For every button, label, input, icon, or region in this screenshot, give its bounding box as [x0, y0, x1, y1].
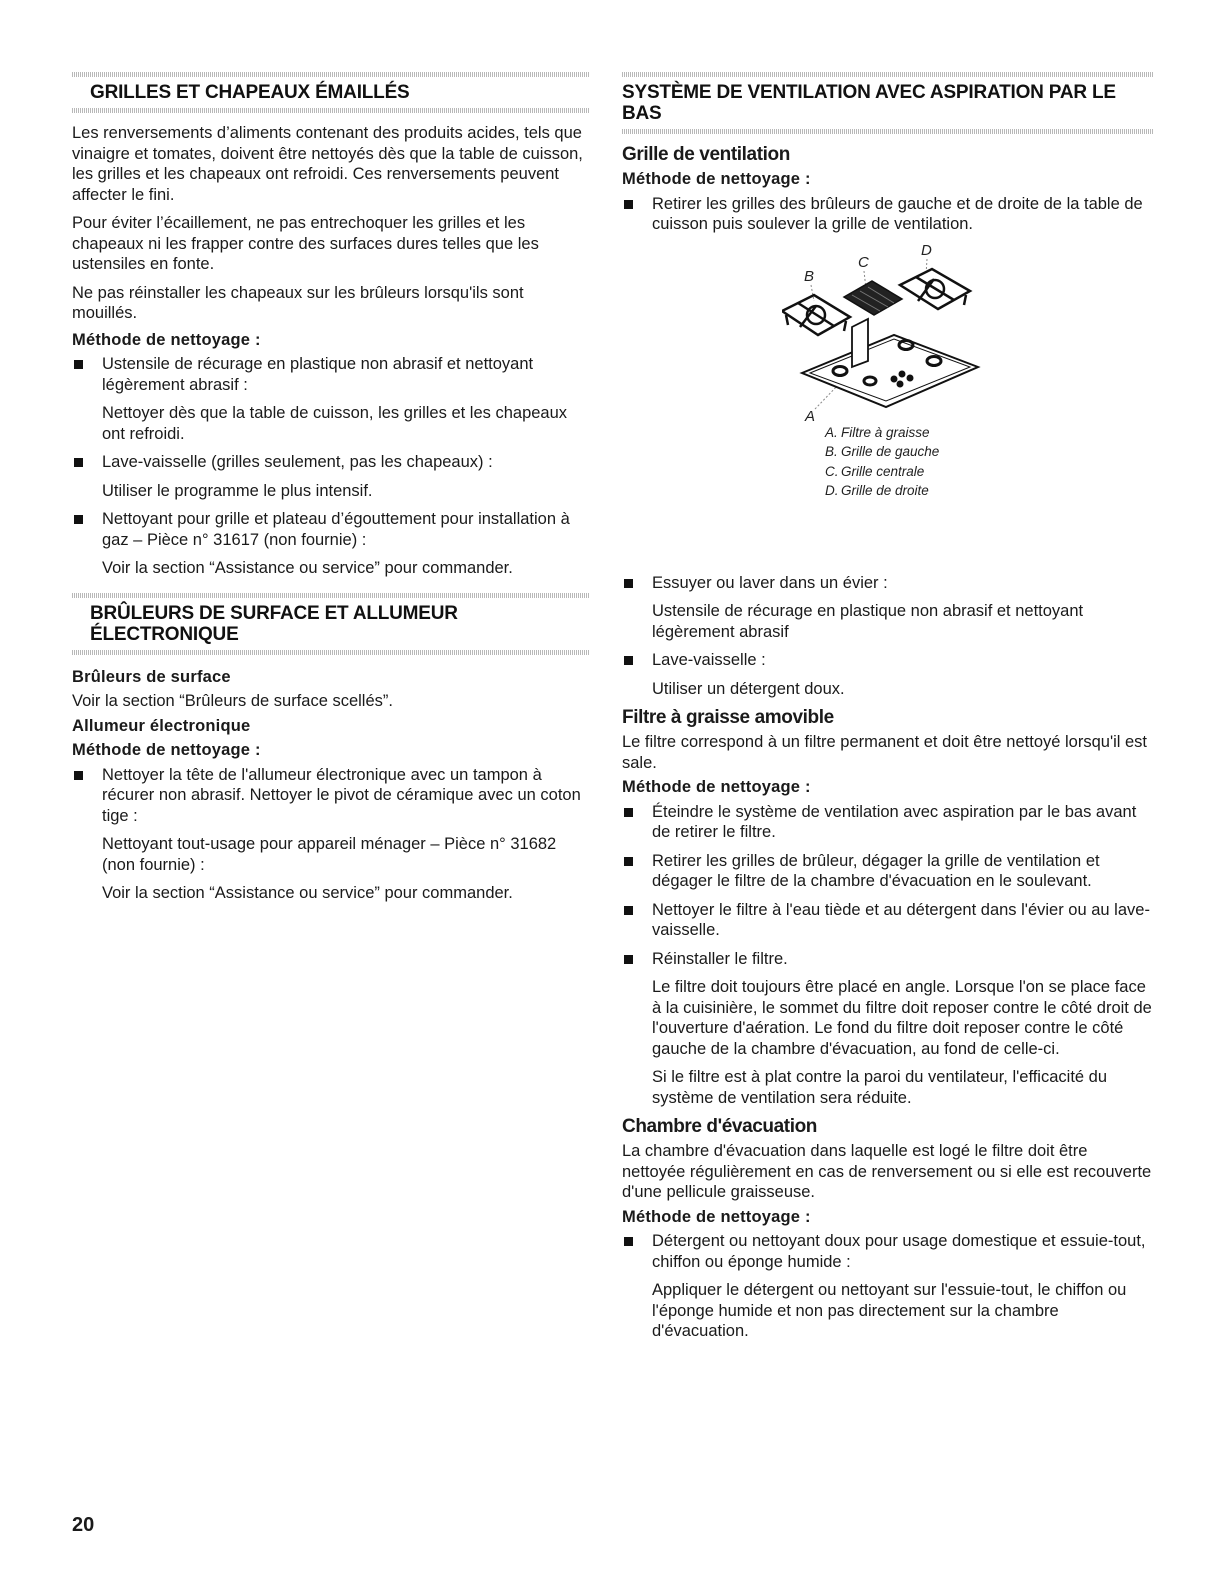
section-title: [72, 598, 590, 650]
paragraph: Le filtre correspond à un filtre permanent et doit être nettoyé lorsqu'il est sale.: [622, 733, 1148, 772]
bullet-icon: [74, 771, 83, 780]
section-title: GRILLES ET CHAPEAUX ÉMAILLÉS: [90, 82, 410, 103]
label-a: A: [805, 407, 816, 423]
section-bruleurs: [72, 593, 590, 904]
item-text: Voir la section “Assistance ou service” pour commander.: [102, 884, 513, 902]
item-text: Éteindre le système de ventilation avec aspiration par le bas avant de retirer le filtre.: [652, 802, 1137, 841]
legend-item: C. Grille centrale: [825, 463, 925, 479]
method-heading: Méthode de nettoyage :: [72, 330, 261, 349]
item-text: Appliquer le détergent ou nettoyant sur l'essuie-tout, le chiffon ou l'éponge humide et non pas directement sur la chambre d'évacuation.: [652, 1281, 1127, 1340]
item-text: Ustensile de récurage en plastique non abrasif et nettoyant légèrement abrasif: [652, 602, 1084, 641]
list-item: [622, 802, 1154, 843]
subsection-heading: Filtre à graisse amovible: [622, 707, 834, 728]
section-title-line: BRÛLEURS DE SURFACE ET ALLUMEUR: [90, 602, 458, 624]
bullet-icon: [624, 1237, 633, 1246]
section-title-line: SYSTÈME DE VENTILATION AVEC ASPIRATION PAR LE: [622, 82, 1116, 103]
label-b: B: [804, 267, 815, 285]
bullet-list: [622, 194, 1154, 235]
item-text: Le filtre doit toujours être placé en angle. Lorsque l'on se place face à la cuisinière, le sommet du filtre doit reposer contre le côté droit de l'ouverture d'aération. Le fond du filtre doit reposer contre le côté gauche de la chambre d'évacuation, au fond de celle-ci.: [652, 978, 1152, 1058]
section-title-line: ÉLECTRONIQUE: [90, 623, 239, 645]
paragraph: Voir la section “Brûleurs de surface scellés”.: [72, 692, 393, 710]
cooktop-body-icon: [802, 319, 978, 407]
bullet-list: [622, 573, 1154, 700]
item-text: Essuyer ou laver dans un évier :: [652, 573, 888, 592]
item-text: Si le filtre est à plat contre la paroi du ventilateur, l'efficacité du système de ventilation sera réduite.: [652, 1068, 1108, 1107]
label-d: D: [921, 242, 932, 259]
bullet-icon: [624, 808, 633, 817]
paragraph: La chambre d'évacuation dans laquelle est logé le filtre doit être nettoyée régulièrement en cas de renversement ou si elle est recouverte d'une pellicule graisseuse.: [622, 1142, 1152, 1201]
bullet-list: [72, 354, 590, 579]
list-item: [622, 851, 1154, 892]
bullet-icon: [74, 458, 83, 467]
list-item: [622, 900, 1154, 941]
item-text: Ustensile de récurage en plastique non abrasif et nettoyant légèrement abrasif :: [102, 355, 534, 394]
bullet-list: [622, 802, 1154, 1109]
list-item: [622, 650, 1154, 699]
item-text: Nettoyer le filtre à l'eau tiède et au détergent dans l'évier ou au lave-vaisselle.: [652, 900, 1150, 939]
list-item: [72, 509, 590, 579]
section-rule: [72, 108, 590, 113]
item-text: Retirer les grilles de brûleur, dégager la grille de ventilation et dégager le filtre de la chambre d'évacuation en le soulevant.: [652, 851, 1100, 890]
item-text: Lave-vaisselle :: [652, 651, 766, 669]
method-heading: Méthode de nettoyage :: [622, 1207, 811, 1226]
item-text: Nettoyant pour grille et plateau d’égouttement pour installation à gaz – Pièce n° 31617 (non fournie) :: [102, 510, 570, 549]
item-text: Utiliser le programme le plus intensif.: [102, 481, 373, 500]
cooktop-illustration: [782, 243, 1012, 423]
paragraph: Pour éviter l’écaillement, ne pas entrechoquer les grilles et les chapeaux ni les frapper contre des surfaces dures telles que les ustensiles en fonte.: [72, 214, 539, 273]
method-heading: Méthode de nettoyage :: [622, 778, 811, 796]
item-text: Réinstaller le filtre.: [652, 949, 788, 968]
bullet-icon: [624, 656, 633, 665]
subsection-heading: Allumeur électronique: [72, 716, 251, 735]
list-item: [72, 452, 590, 501]
section-rule: [622, 129, 1154, 134]
list-item: [622, 573, 1154, 643]
method-heading: Méthode de nettoyage :: [72, 741, 261, 759]
bullet-icon: [74, 515, 83, 524]
legend-item: D. Grille de droite: [825, 483, 929, 498]
bullet-icon: [74, 360, 83, 369]
item-text: Retirer les grilles des brûleurs de gauche et de droite de la table de cuisson puis soulever la grille de ventilation.: [652, 194, 1143, 233]
left-column: [72, 72, 590, 914]
section-grilles: [72, 72, 590, 579]
legend-item: A. Filtre à graisse: [825, 424, 930, 440]
bullet-icon: [624, 955, 633, 964]
cooktop-figure: [622, 243, 1154, 573]
bullet-list: [72, 765, 590, 904]
section-title-line: BAS: [622, 103, 662, 124]
method-heading: Méthode de nettoyage :: [622, 170, 811, 188]
subsection-heading: Grille de ventilation: [622, 144, 790, 165]
right-column: [622, 72, 1154, 1350]
item-text: Nettoyer la tête de l'allumeur électronique avec un tampon à récurer non abrasif. Nettoyer le pivot de céramique avec un coton tige :: [102, 765, 581, 825]
list-item: [622, 1231, 1154, 1342]
list-item: [622, 949, 1154, 1109]
legend-item: B. Grille de gauche: [825, 444, 940, 459]
paragraph: Ne pas réinstaller les chapeaux sur les brûleurs lorsqu'ils sont mouillés.: [72, 283, 524, 322]
item-text: Utiliser un détergent doux.: [652, 679, 845, 698]
section-rule: [72, 650, 590, 655]
bullet-icon: [624, 579, 633, 588]
list-item: [72, 765, 590, 904]
item-text: Voir la section “Assistance ou service” pour commander.: [102, 559, 513, 577]
figure-legend: [825, 423, 939, 501]
item-text: Nettoyer dès que la table de cuisson, les grilles et les chapeaux ont refroidi.: [102, 404, 568, 443]
bullet-list: [622, 1231, 1154, 1342]
left-grate-icon: [782, 295, 850, 335]
bullet-icon: [624, 200, 633, 209]
subsection-heading: Brûleurs de surface: [72, 667, 231, 686]
paragraph: Les renversements d’aliments contenant des produits acides, tels que vinaigre et tomates, doivent être nettoyés dès que la table de cuisson, les grilles et les chapeaux ont refroidi. Ces renversements peuvent affecter le fini.: [72, 124, 583, 204]
bullet-icon: [624, 906, 633, 915]
list-item: [72, 354, 590, 444]
right-grate-icon: [900, 269, 970, 309]
item-text: Lave-vaisselle (grilles seulement, pas les chapeaux) :: [102, 453, 493, 471]
subsection-heading: Chambre d'évacuation: [622, 1116, 818, 1137]
item-text: Nettoyant tout-usage pour appareil ménager – Pièce n° 31682 (non fournie) :: [102, 835, 557, 874]
section-title: [622, 77, 1154, 129]
label-c: C: [858, 253, 869, 271]
item-text: Détergent ou nettoyant doux pour usage domestique et essuie-tout, chiffon ou éponge humide :: [652, 1232, 1146, 1271]
center-grate-icon: [844, 281, 902, 315]
list-item: [622, 194, 1154, 235]
page-number: 20: [72, 1514, 95, 1536]
bullet-icon: [624, 857, 633, 866]
